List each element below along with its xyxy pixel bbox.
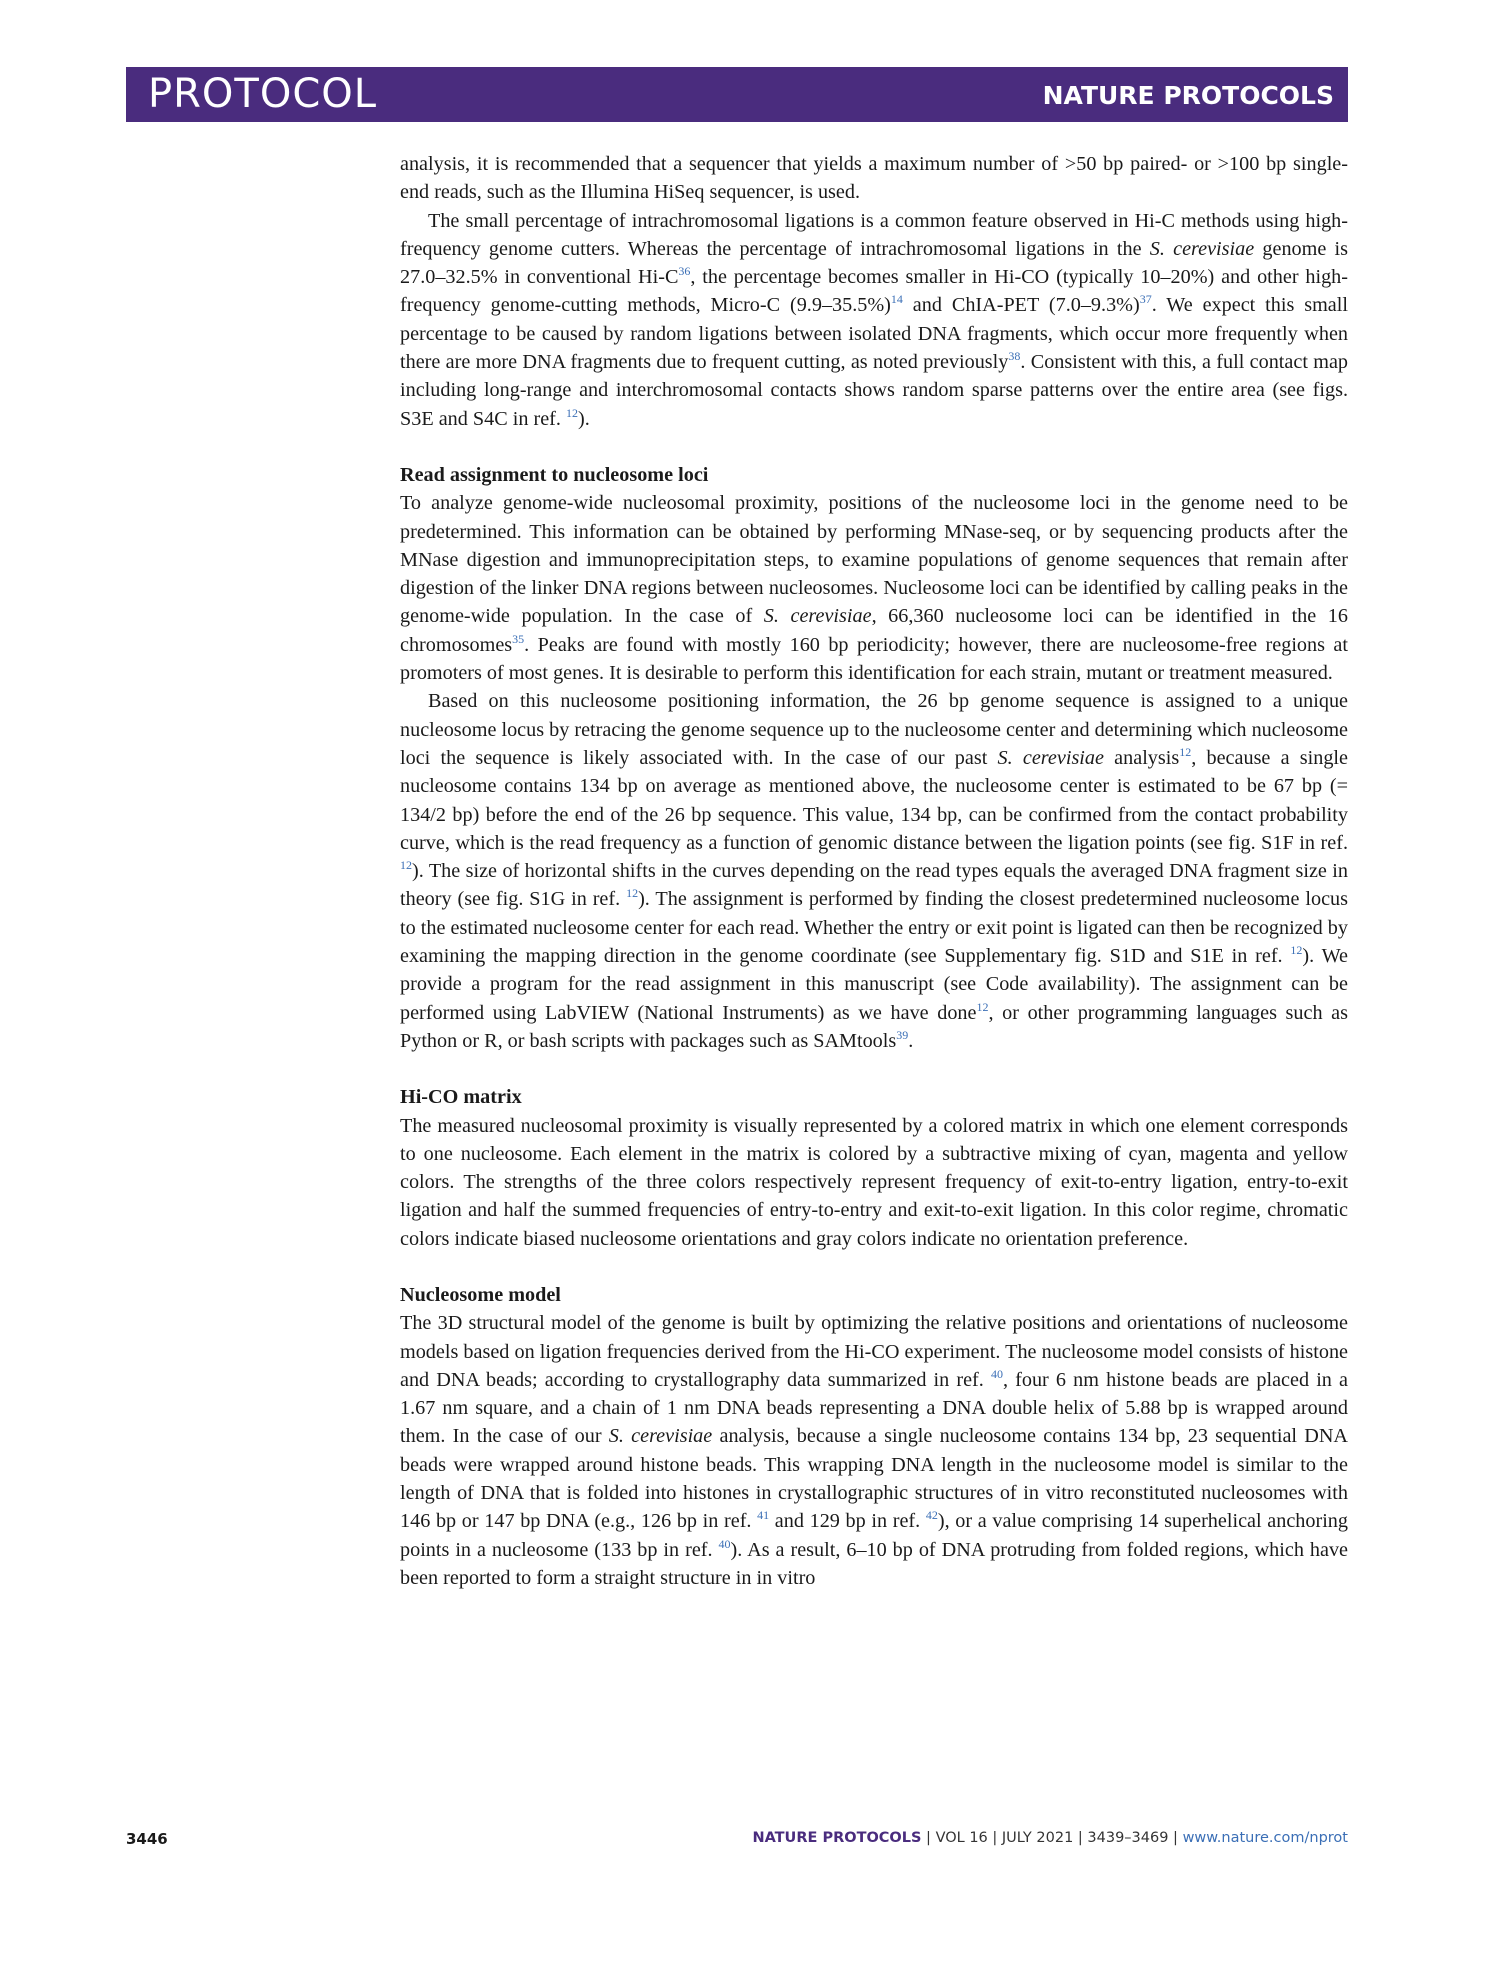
section-heading-read-assignment: Read assignment to nucleosome loci: [400, 463, 709, 486]
citation[interactable]: 12: [1179, 744, 1192, 759]
paragraph-2: The small percentage of intrachromosomal ligations is a common feature observed in Hi-C methods using high-frequency genome cutters. Whereas the percentage of intrachromosomal ligations in the S. cerevisiae genome is 27.0–32.5% in conventional $Hi-C^{36}$, the percentage becomes smaller in Hi-CO (typically 10–20%) and other high-frequency genome-cutting methods, Micro-C $(9.9-35.5\%)^{14}$ and ChIA-PET $(7.0-9.3\%)^{37}$. We expect this small percentage to be caused by random ligations between isolated DNA fragments, which occur more frequently when there are more DNA fragments due to frequent cutting, as noted previously$^{38}$. Consistent with this, a full contact map including long-range and interchromosomal contacts shows random sparse patterns over the entire area (see figs. S3E and S4C in ref. $^{12}$).: [400, 209, 1349, 430]
citation[interactable]: 35: [512, 631, 525, 646]
paragraph-6: The 3D structural model of the genome is built by optimizing the relative positions and orientations of nucleosome models based on ligation frequencies derived from the Hi-CO experiment. The nucleosome model consists of histone and DNA beads; according to crystallography data summarized in ref. $^{40}$, four 6 nm histone beads are placed in a 1.67 nm square, and a chain of 1 nm DNA beads representing a DNA double helix of 5.88 bp is wrapped around them. In the case of our S. cerevisiae analysis, because a single nucleosome contains 134 bp, 23 sequential DNA beads were wrapped around histone beads. This wrapping DNA length in the nucleosome model is similar to the length of DNA that is folded into histones in crystallographic structures of in vitro reconstituted nucleosomes with 146 bp or 147 bp DNA (e.g., 126 bp in ref. $^{41}$ and 129 bp in ref. $^{42}$), or a value comprising 14 superhelical anchoring points in a nucleosome (133 bp in ref. $^{40}$). As a result, 6–10 bp of DNA protruding from folded regions, which have been reported to form a straight structure in in vitro: [400, 1312, 1349, 1589]
citation[interactable]: 12: [565, 405, 578, 420]
section-heading-hico-matrix: Hi-CO matrix: [400, 1086, 522, 1109]
section-heading-nucleosome-model: Nucleosome model: [400, 1283, 561, 1306]
paragraph-5: The measured nucleosomal proximity is visually represented by a colored matrix in which one element corresponds to one nucleosome. Each element in the matrix is colored by a subtractive mixing of cyan, magenta and yellow colors. The strengths of the three colors respectively represent frequency of exit-to-entry ligation, entry-to-exit ligation and half the summed frequencies of entry-to-entry and exit-to-exit ligation. In this color regime, chromatic colors indicate biased nucleosome orientations and gray colors indicate no orientation preference.: [400, 1114, 1348, 1250]
citation[interactable]: 14: [890, 292, 903, 307]
citation[interactable]: 41: [757, 1508, 770, 1523]
citation[interactable]: 12: [1290, 943, 1303, 958]
header-journal-name: NATURE PROTOCOLS: [1042, 81, 1334, 110]
body-text: [400, 150, 1348, 1592]
header-section-label: PROTOCOL: [148, 71, 378, 117]
citation[interactable]: 36: [678, 264, 691, 279]
footer-url-link[interactable]: www.nature.com/nprot: [1182, 1830, 1348, 1846]
footer-journal: NATURE PROTOCOLS: [752, 1830, 922, 1846]
paragraph-1: analysis, it is recommended that a sequencer that yields a maximum number of >50 bp paired- or >100 bp single- end reads, such as the Illumina HiSeq sequencer, is used.: [400, 153, 1348, 204]
paragraph-3: To analyze genome-wide nucleosomal proximity, positions of the nucleosome loci in the genome need to be predetermined. This information can be obtained by performing MNase-seq, or by sequencing products after the MNase digestion and immunoprecipitation steps, to examine populations of genome sequences that remain after digestion of the linker DNA regions between nucleosomes. Nucleosome loci can be identified by calling peaks in the genome-wide population. In the case of S. cerevisiae, 66,360 nucleosome loci can be identified in the 16 chromosomes$^{35}$. Peaks are found with mostly 160 bp periodicity; however, there are nucleosome-free regions at promoters of most genes. It is desirable to perform this identification for each strain, mutant or treatment measured.: [400, 492, 1348, 685]
header-bar: [126, 67, 1348, 122]
citation[interactable]: 39: [896, 1027, 909, 1042]
citation[interactable]: 12: [400, 858, 412, 873]
citation[interactable]: 40: [718, 1536, 731, 1551]
page-number: 3446: [126, 1830, 168, 1848]
citation[interactable]: 40: [990, 1366, 1003, 1381]
citation[interactable]: 38: [1008, 349, 1021, 364]
citation[interactable]: 42: [925, 1508, 938, 1523]
citation[interactable]: 37: [1139, 292, 1152, 307]
footer-citation: NATURE PROTOCOLS | VOL 16 | JULY 2021 | 3439–3469 | www.nature.com/nprot: [752, 1830, 1348, 1846]
citation[interactable]: 12: [976, 999, 989, 1014]
paragraph-4: Based on this nucleosome positioning information, the 26 bp genome sequence is assigned to a unique nucleosome locus by retracing the genome sequence up to the nucleosome center and determining which nucleosome loci the sequence is likely associated with. In the case of our past S. cerevisiae analysis$^{12}$, because a single nucleosome contains 134 bp on average as mentioned above, the nucleosome center is estimated to be 67 bp (= 134/2 bp) before the end of the 26 bp sequence. This value, 134 bp, can be confirmed from the contact probability curve, which is the read frequency as a function of genomic distance between the ligation points (see fig. S1F in ref. $^{12}$). The size of horizontal shifts in the curves depending on the read types equals the averaged DNA fragment size in theory (see fig. S1G in ref. $^{12}$). The assignment is performed by finding the closest predetermined nucleosome locus to the estimated nucleosome center for each read. Whether the entry or exit point is ligated can then be recognized by examining the mapping direction in the genome coordinate (see Supplementary fig. S1D and S1E in ref. $^{12}$). We provide a program for the read assignment in this manuscript (see Code availability). The assignment can be performed using LabVIEW (National Instruments) as we have done$^{12}$, or other programming languages such as Python or R, or bash scripts with packages such as SAMtools$^{39}$.: [400, 690, 1348, 1052]
citation[interactable]: 12: [626, 886, 639, 901]
footer-issue: VOL 16 | JULY 2021 | 3439–3469 |: [935, 1830, 1183, 1846]
